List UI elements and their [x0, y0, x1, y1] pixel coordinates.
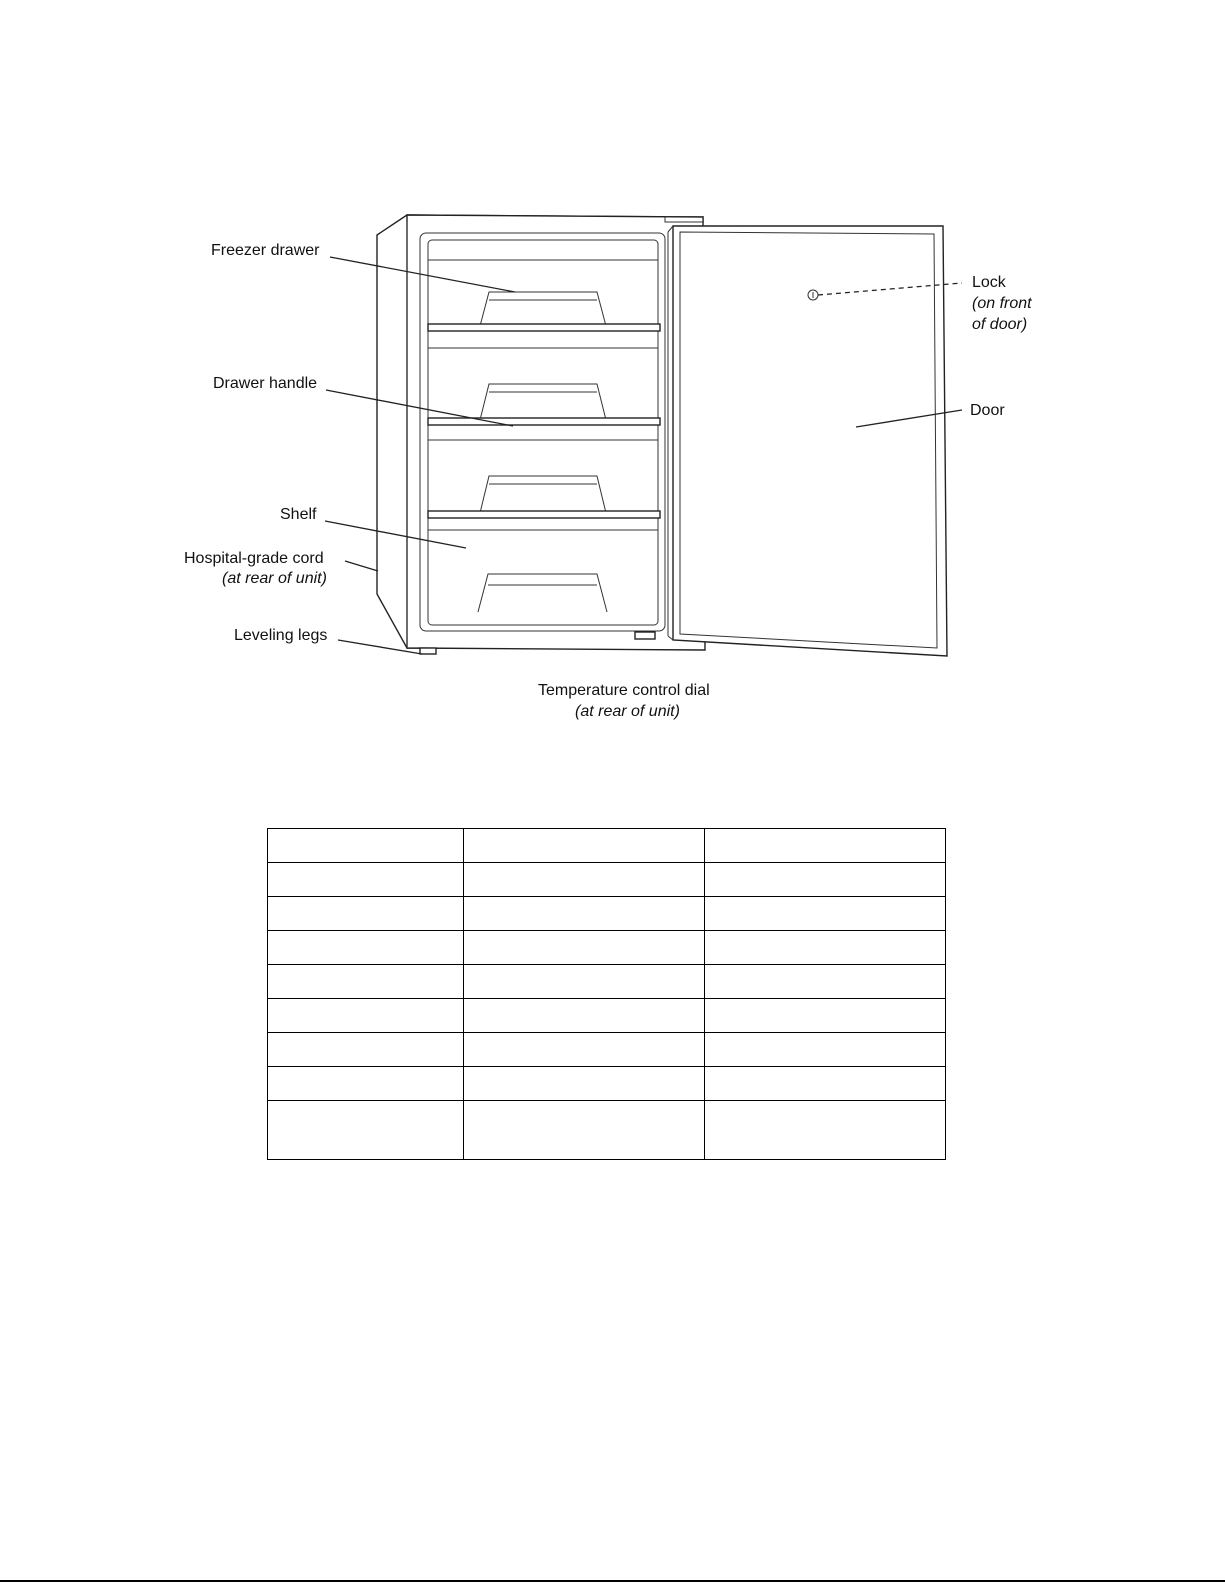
table-row [268, 1101, 946, 1160]
table-cell [705, 999, 946, 1033]
label-cord-note: (at rear of unit) [222, 570, 327, 587]
label-door: Door [970, 402, 1005, 419]
page-bottom-rule [0, 1580, 1225, 1582]
label-leveling-legs: Leveling legs [234, 627, 328, 644]
table-cell [705, 965, 946, 999]
label-lock-note-1: (on front [972, 295, 1032, 312]
table-row [268, 829, 946, 863]
label-temp-dial-note: (at rear of unit) [575, 703, 680, 720]
table-cell [268, 931, 464, 965]
table-cell [268, 829, 464, 863]
label-lock-note-2: of door) [972, 316, 1028, 333]
table-cell [705, 1101, 946, 1160]
table-row [268, 965, 946, 999]
table-cell [464, 999, 705, 1033]
table-row [268, 931, 946, 965]
table-cell [464, 829, 705, 863]
freezer-diagram [0, 0, 1225, 760]
table-cell [705, 1067, 946, 1101]
label-cord: Hospital-grade cord [184, 550, 324, 567]
table-cell [268, 897, 464, 931]
table-cell [268, 1101, 464, 1160]
table-row [268, 999, 946, 1033]
label-temp-dial: Temperature control dial [538, 682, 710, 699]
label-shelf: Shelf [280, 506, 317, 523]
table-cell [705, 1033, 946, 1067]
table-cell [464, 1067, 705, 1101]
table-cell [464, 931, 705, 965]
table-cell [268, 999, 464, 1033]
table-cell [464, 897, 705, 931]
table-cell [268, 863, 464, 897]
door-drawing [668, 226, 947, 656]
table-cell [268, 965, 464, 999]
table-cell [268, 1033, 464, 1067]
table-cell [705, 863, 946, 897]
table-row [268, 897, 946, 931]
table-cell [464, 1101, 705, 1160]
spec-table-body [268, 829, 946, 1160]
table-cell [464, 1033, 705, 1067]
table-cell [464, 965, 705, 999]
table-cell [705, 897, 946, 931]
table-cell [705, 829, 946, 863]
label-freezer-drawer: Freezer drawer [211, 242, 320, 259]
table-row [268, 863, 946, 897]
table-cell [705, 931, 946, 965]
label-lock: Lock [972, 274, 1006, 291]
table-cell [268, 1067, 464, 1101]
label-drawer-handle: Drawer handle [213, 375, 318, 392]
table-row [268, 1033, 946, 1067]
table-cell [464, 863, 705, 897]
spec-table [267, 828, 946, 1160]
table-row [268, 1067, 946, 1101]
